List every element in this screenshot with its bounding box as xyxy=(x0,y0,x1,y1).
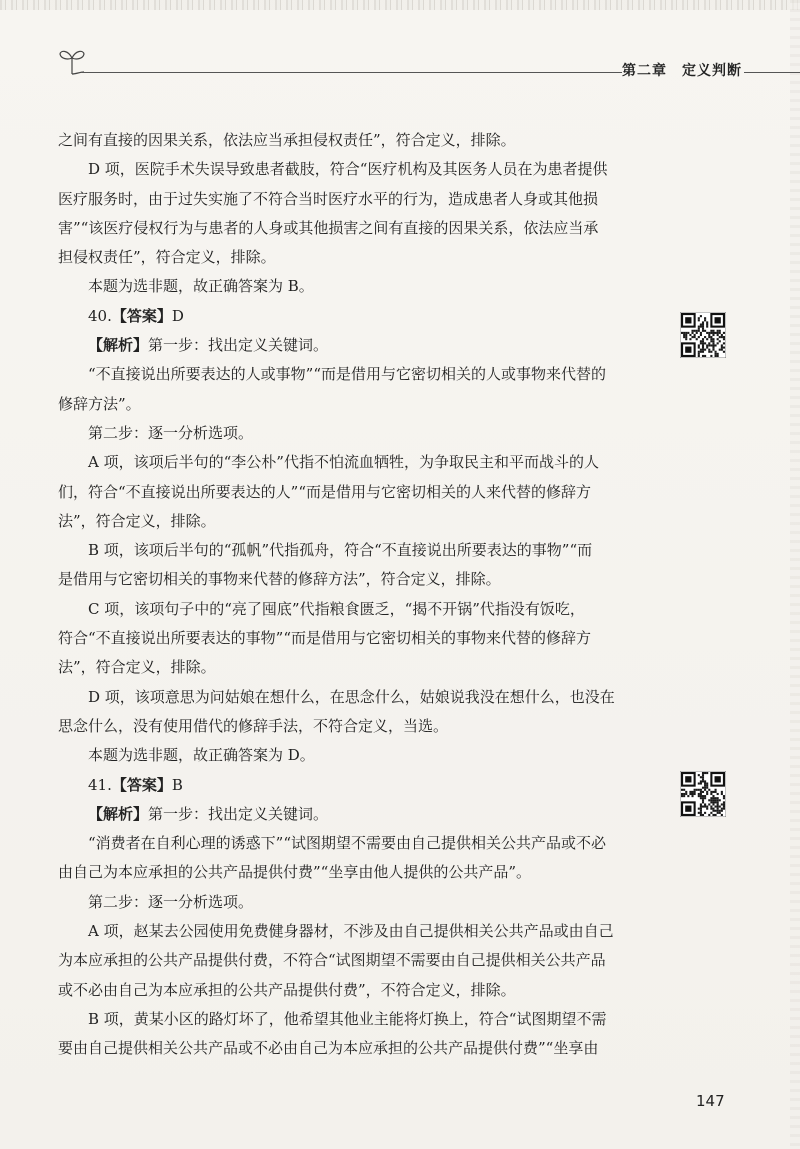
text-line: 41.【答案】B xyxy=(88,775,183,794)
paragraph xyxy=(58,1005,654,1064)
paragraph xyxy=(58,155,654,272)
text-line: 之间有直接的因果关系，依法应当承担侵权责任”，符合定义，排除。 xyxy=(58,131,516,149)
text-line: “消费者在自利心理的诱惑下”“试图期望不需要由自己提供相关公共产品或不必 xyxy=(88,834,607,853)
main-content xyxy=(58,126,654,1064)
text-line: 担侵权责任”，符合定义，排除。 xyxy=(58,248,276,267)
text-line: 修辞方法”。 xyxy=(58,394,141,413)
paragraph xyxy=(58,331,654,360)
scan-edge xyxy=(790,0,800,1149)
page-header xyxy=(58,44,800,84)
text-line: 是借用与它密切相关的事物来代替的修辞方法”，符合定义，排除。 xyxy=(58,570,501,589)
text-line: C 项，该项句子中的“亮了囤底”代指粮食匮乏，“揭不开锅”代指没有饭吃， xyxy=(88,599,585,618)
text-line: 【解析】第一步：找出定义关键词。 xyxy=(88,804,329,823)
text-line: 害”“该医疗侵权行为与患者的人身或其他损害之间有直接的因果关系，依法应当承 xyxy=(58,218,599,237)
page-number: 147 xyxy=(696,1092,725,1110)
text-line: 要由自己提供相关公共产品或不必由自己为本应承担的公共产品提供付费”“坐享由 xyxy=(58,1039,599,1058)
paragraph xyxy=(58,536,654,595)
header-rule-right xyxy=(744,72,800,73)
text-line: 法”，符合定义，排除。 xyxy=(58,511,216,530)
text-line: 医疗服务时，由于过失实施了不符合当时医疗水平的行为，造成患者人身或其他损 xyxy=(58,189,599,208)
paragraph xyxy=(58,771,654,800)
paragraph xyxy=(58,917,654,1005)
paragraph xyxy=(58,683,654,742)
paragraph xyxy=(58,741,654,770)
text-line: A 项，该项后半句的“李公朴”代指不怕流血牺牲，为争取民主和平而战斗的人 xyxy=(88,453,599,472)
text-line: 或不必由自己为本应承担的公共产品提供付费”，不符合定义，排除。 xyxy=(58,980,516,999)
qr-code[interactable] xyxy=(680,771,726,817)
chapter-title: 第二章 定义判断 xyxy=(622,63,742,79)
paragraph xyxy=(58,829,654,888)
text-line: D 项，该项意思为问姑娘在想什么，在思念什么，姑娘说我没在想什么，也没在 xyxy=(88,687,615,706)
text-line: B 项，该项后半句的“孤帆”代指孤舟，符合“不直接说出所要表达的事物”“而 xyxy=(88,541,593,560)
paragraph xyxy=(58,272,654,301)
text-line: 符合“不直接说出所要表达的事物”“而是借用与它密切相关的事物来代替的修辞方 xyxy=(58,629,592,648)
paragraph xyxy=(58,126,654,155)
qr-code[interactable] xyxy=(680,312,726,358)
text-line: 第二步：逐一分析选项。 xyxy=(88,423,254,442)
text-line: 们，符合“不直接说出所要表达的人”“而是借用与它密切相关的人来代替的修辞方 xyxy=(58,482,592,501)
paragraph xyxy=(58,448,654,536)
header-rule xyxy=(82,72,622,73)
text-line: 本题为选非题，故正确答案为 D。 xyxy=(88,746,315,765)
text-line: 第二步：逐一分析选项。 xyxy=(88,892,254,911)
text-line: D 项，医院手术失误导致患者截肢，符合“医疗机构及其医务人员在为患者提供 xyxy=(88,160,608,179)
paragraph xyxy=(58,800,654,829)
paragraph xyxy=(58,888,654,917)
text-line: A 项，赵某去公园使用免费健身器材，不涉及由自己提供相关公共产品或由自己 xyxy=(88,922,614,941)
text-line: 本题为选非题，故正确答案为 B。 xyxy=(88,277,314,296)
text-line: 思念什么，没有使用借代的修辞手法，不符合定义，当选。 xyxy=(58,716,449,735)
scan-noise xyxy=(0,0,800,10)
text-line: 为本应承担的公共产品提供付费，不符合“试图期望不需要由自己提供相关公共产品 xyxy=(58,951,606,970)
text-line: “不直接说出所要表达的人或事物”“而是借用与它密切相关的人或事物来代替的 xyxy=(88,365,607,384)
paragraph xyxy=(58,302,654,331)
text-line: 【解析】第一步：找出定义关键词。 xyxy=(88,336,329,355)
text-line: 法”，符合定义，排除。 xyxy=(58,658,216,677)
paragraph xyxy=(58,360,654,419)
paragraph xyxy=(58,595,654,683)
paragraph xyxy=(58,419,654,448)
text-line: 由自己为本应承担的公共产品提供付费”“坐享由他人提供的公共产品”。 xyxy=(58,863,532,882)
text-line: 40.【答案】D xyxy=(88,306,184,325)
text-line: B 项，黄某小区的路灯坏了，他希望其他业主能将灯换上，符合“试图期望不需 xyxy=(88,1009,607,1028)
